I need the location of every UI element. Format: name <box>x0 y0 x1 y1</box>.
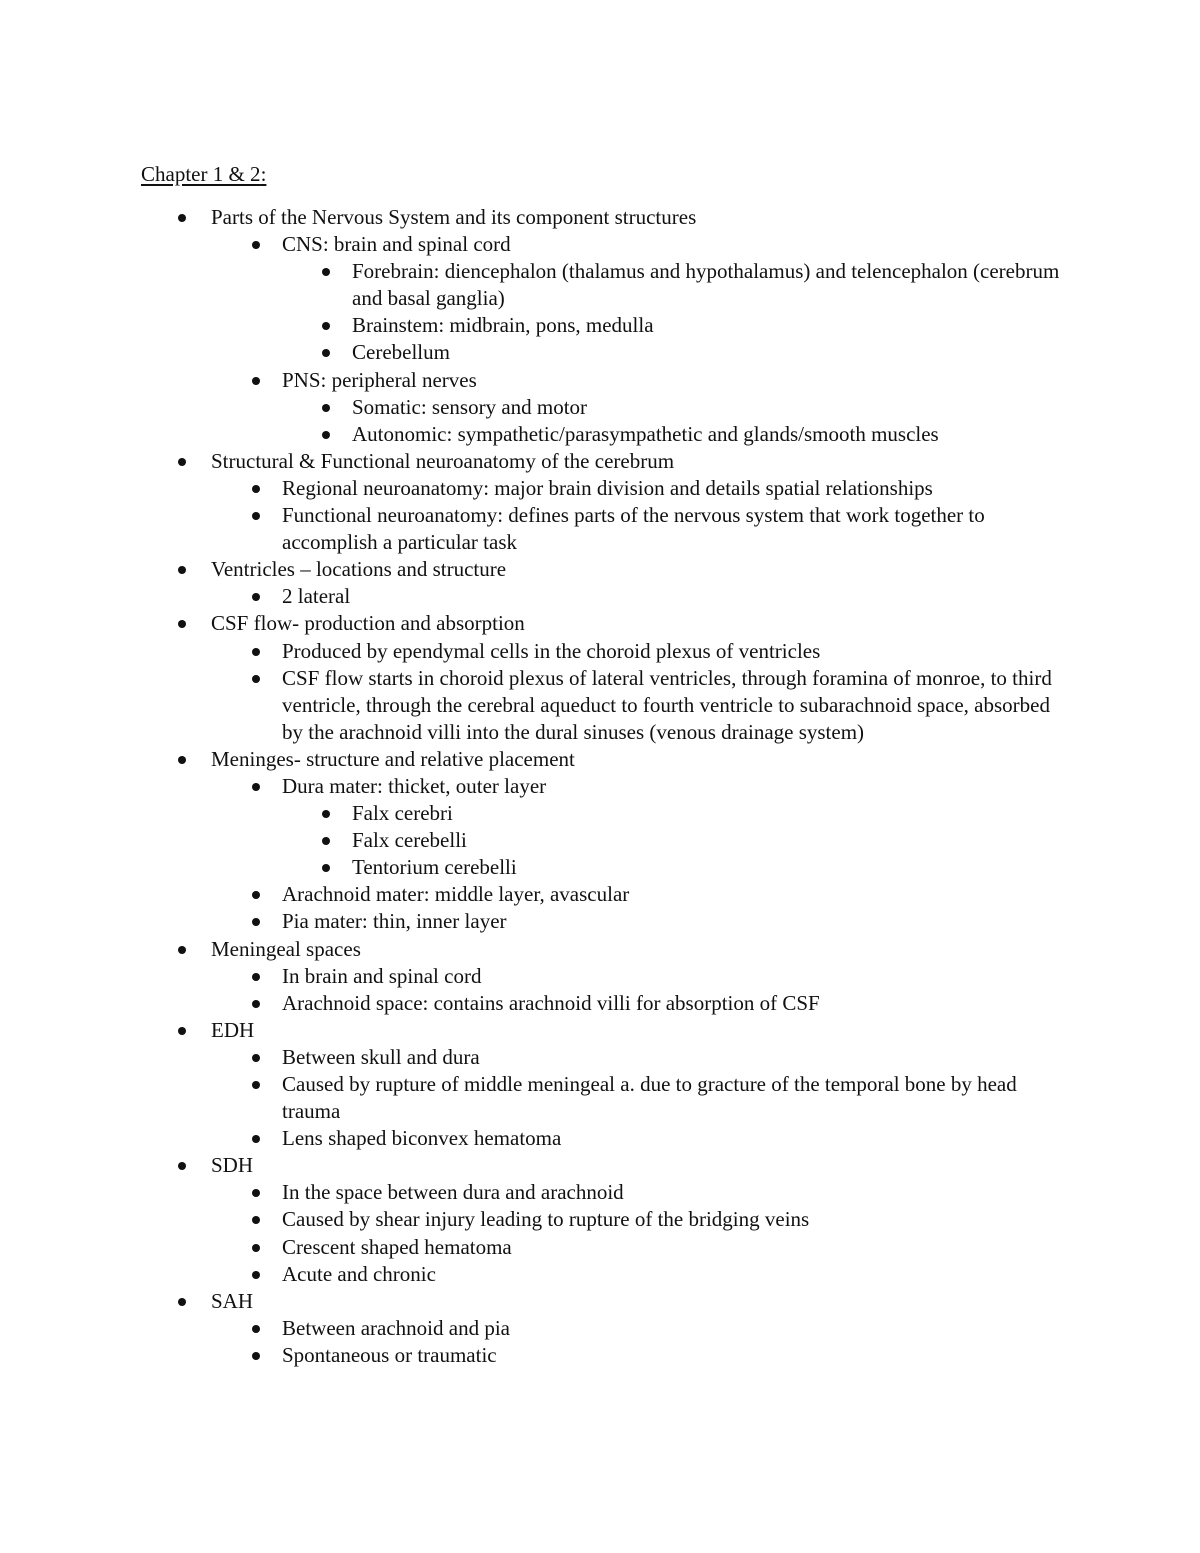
list-item-level-2 <box>0 773 1200 881</box>
list-item-level-1 <box>0 448 1200 556</box>
list-item-text: Ventricles – locations and structure <box>211 557 507 582</box>
list-item-level-2 <box>0 1342 1200 1369</box>
list-item-level-2 <box>0 1071 1200 1125</box>
sub-list <box>0 1179 1200 1287</box>
list-item-level-3 <box>0 800 1200 827</box>
list-item-level-2 <box>0 1315 1200 1342</box>
bullet-icon <box>252 1352 260 1360</box>
bullet-icon <box>252 593 260 601</box>
bullet-icon <box>178 214 186 222</box>
page-title <box>141 161 266 188</box>
list-item-level-2 <box>0 1044 1200 1071</box>
bullet-icon <box>252 512 260 520</box>
bullet-icon <box>178 946 186 954</box>
list-item-text: Crescent shaped hematoma <box>282 1234 512 1259</box>
list-item-text: CNS: brain and spinal cord <box>282 232 511 257</box>
bullet-icon <box>252 1325 260 1333</box>
bullet-icon <box>322 268 330 276</box>
list-item-text: Autonomic: sympathetic/parasympathetic and glands/smooth muscles <box>352 421 939 446</box>
list-item-text: Functional neuroanatomy: defines parts of the nervous system that work together to accomplish a particular task <box>282 503 985 555</box>
bullet-icon <box>252 1081 260 1089</box>
bullet-icon <box>252 377 260 385</box>
list-item-text: Pia mater: thin, inner layer <box>282 909 507 934</box>
list-item-level-3 <box>0 312 1200 339</box>
list-item-level-3 <box>0 339 1200 366</box>
list-item-level-1 <box>0 610 1200 745</box>
list-item-text: Between skull and dura <box>282 1044 480 1069</box>
list-item-text: CSF flow- production and absorption <box>211 611 525 636</box>
list-item-text: Arachnoid space: contains arachnoid villi for absorption of CSF <box>282 990 820 1015</box>
list-item-text: Produced by ependymal cells in the choroid plexus of ventricles <box>282 638 821 663</box>
list-item-text: Spontaneous or traumatic <box>282 1342 497 1367</box>
list-item-level-2 <box>0 665 1200 746</box>
list-item-text: Meninges- structure and relative placement <box>211 746 575 771</box>
bullet-icon <box>252 1271 260 1279</box>
list-item-text: Regional neuroanatomy: major brain division and details spatial relationships <box>282 475 933 500</box>
list-item-text: Caused by rupture of middle meningeal a. due to gracture of the temporal bone by head trauma <box>282 1072 1017 1124</box>
list-item-level-2 <box>0 1261 1200 1288</box>
list-item-text: Falx cerebelli <box>352 828 467 853</box>
list-item-level-1 <box>0 1288 1200 1369</box>
list-item-text: Lens shaped biconvex hematoma <box>282 1126 562 1151</box>
list-item-text: Dura mater: thicket, outer layer <box>282 773 547 798</box>
bullet-icon <box>178 620 186 628</box>
list-item-text: PNS: peripheral nerves <box>282 367 477 392</box>
list-item-text: Brainstem: midbrain, pons, medulla <box>352 313 654 338</box>
bullet-icon <box>178 566 186 574</box>
list-item-level-3 <box>0 854 1200 881</box>
list-item-level-2 <box>0 1179 1200 1206</box>
sub-list <box>0 583 1200 610</box>
list-item-text: Caused by shear injury leading to rupture of the bridging veins <box>282 1207 810 1232</box>
bullet-icon <box>322 404 330 412</box>
sub-list <box>0 773 1200 936</box>
list-item-text: SDH <box>211 1153 254 1178</box>
bullet-icon <box>178 1027 186 1035</box>
sub-list <box>0 638 1200 746</box>
list-item-text: Tentorium cerebelli <box>352 855 517 880</box>
list-item-text: In brain and spinal cord <box>282 963 482 988</box>
sub-list <box>0 963 1200 1017</box>
list-item-text: Meningeal spaces <box>211 936 361 961</box>
list-item-level-1 <box>0 1152 1200 1287</box>
heading-colon: : <box>260 162 267 186</box>
sub-list <box>0 258 1200 366</box>
list-item-text: 2 lateral <box>282 584 351 609</box>
bullet-icon <box>252 783 260 791</box>
bullet-icon <box>252 675 260 683</box>
list-item-text: Between arachnoid and pia <box>282 1315 510 1340</box>
bullet-icon <box>252 918 260 926</box>
list-item-level-2 <box>0 881 1200 908</box>
bullet-icon <box>178 1298 186 1306</box>
list-item-level-1 <box>0 204 1200 448</box>
list-item-text: EDH <box>211 1017 255 1042</box>
bullet-icon <box>252 485 260 493</box>
bullet-icon <box>252 648 260 656</box>
list-item-level-3 <box>0 394 1200 421</box>
sub-list <box>0 394 1200 448</box>
list-item-text: Forebrain: diencephalon (thalamus and hypothalamus) and telencephalon (cerebrum and basal ganglia) <box>352 259 1060 311</box>
list-item-level-2 <box>0 908 1200 935</box>
list-item-level-3 <box>0 827 1200 854</box>
list-item-level-1 <box>0 746 1200 936</box>
list-item-level-2 <box>0 638 1200 665</box>
sub-list <box>0 475 1200 556</box>
bullet-icon <box>252 1216 260 1224</box>
list-item-text: Cerebellum <box>352 340 450 365</box>
bullet-icon <box>178 458 186 466</box>
list-item-level-1 <box>0 556 1200 610</box>
list-item-text: In the space between dura and arachnoid <box>282 1180 624 1205</box>
bullet-icon <box>252 973 260 981</box>
sub-list <box>0 800 1200 881</box>
bullet-icon <box>252 1244 260 1252</box>
sub-list <box>0 1044 1200 1152</box>
bullet-icon <box>252 1054 260 1062</box>
list-item-level-2 <box>0 583 1200 610</box>
list-item-text: Falx cerebri <box>352 801 453 826</box>
list-item-level-2 <box>0 502 1200 556</box>
list-item-level-3 <box>0 421 1200 448</box>
sub-list <box>0 231 1200 448</box>
list-item-text: Acute and chronic <box>282 1261 436 1286</box>
list-item-text: Arachnoid mater: middle layer, avascular <box>282 882 630 907</box>
list-item-level-2 <box>0 367 1200 448</box>
list-item-text: CSF flow starts in choroid plexus of lateral ventricles, through foramina of monroe, to third ventricle, through the cerebral aqueduct to fourth ventricle to subarachnoid space, absorbed by the arachnoid villi into the dural sinuses (venous drainage system) <box>282 665 1052 744</box>
list-item-level-2 <box>0 963 1200 990</box>
bullet-icon <box>252 241 260 249</box>
bullet-icon <box>178 756 186 764</box>
list-item-level-2 <box>0 990 1200 1017</box>
list-item-level-1 <box>0 936 1200 1017</box>
list-item-text: SAH <box>211 1288 254 1313</box>
bullet-icon <box>322 431 330 439</box>
list-item-level-2 <box>0 1125 1200 1152</box>
bullet-icon <box>322 322 330 330</box>
bullet-icon <box>252 1135 260 1143</box>
list-item-level-2 <box>0 1206 1200 1233</box>
list-item-text: Parts of the Nervous System and its component structures <box>211 205 697 229</box>
bullet-icon <box>252 1189 260 1197</box>
list-item-level-1 <box>0 1017 1200 1152</box>
list-item-level-2 <box>0 475 1200 502</box>
bullet-icon <box>178 1162 186 1170</box>
bullet-icon <box>322 810 330 818</box>
chapter-heading: Chapter 1 & 2 <box>141 162 261 186</box>
bullet-icon <box>322 349 330 357</box>
list-item-level-3 <box>0 258 1200 312</box>
list-item-level-2 <box>0 231 1200 366</box>
list-item-text: Structural & Functional neuroanatomy of the cerebrum <box>211 448 675 473</box>
bullet-icon <box>252 1000 260 1008</box>
bullet-icon <box>252 891 260 899</box>
notes-outline <box>0 204 1200 1369</box>
bullet-icon <box>322 837 330 845</box>
bullet-icon <box>322 864 330 872</box>
sub-list <box>0 1315 1200 1369</box>
list-item-level-2 <box>0 1234 1200 1261</box>
list-item-text: Somatic: sensory and motor <box>352 394 588 419</box>
